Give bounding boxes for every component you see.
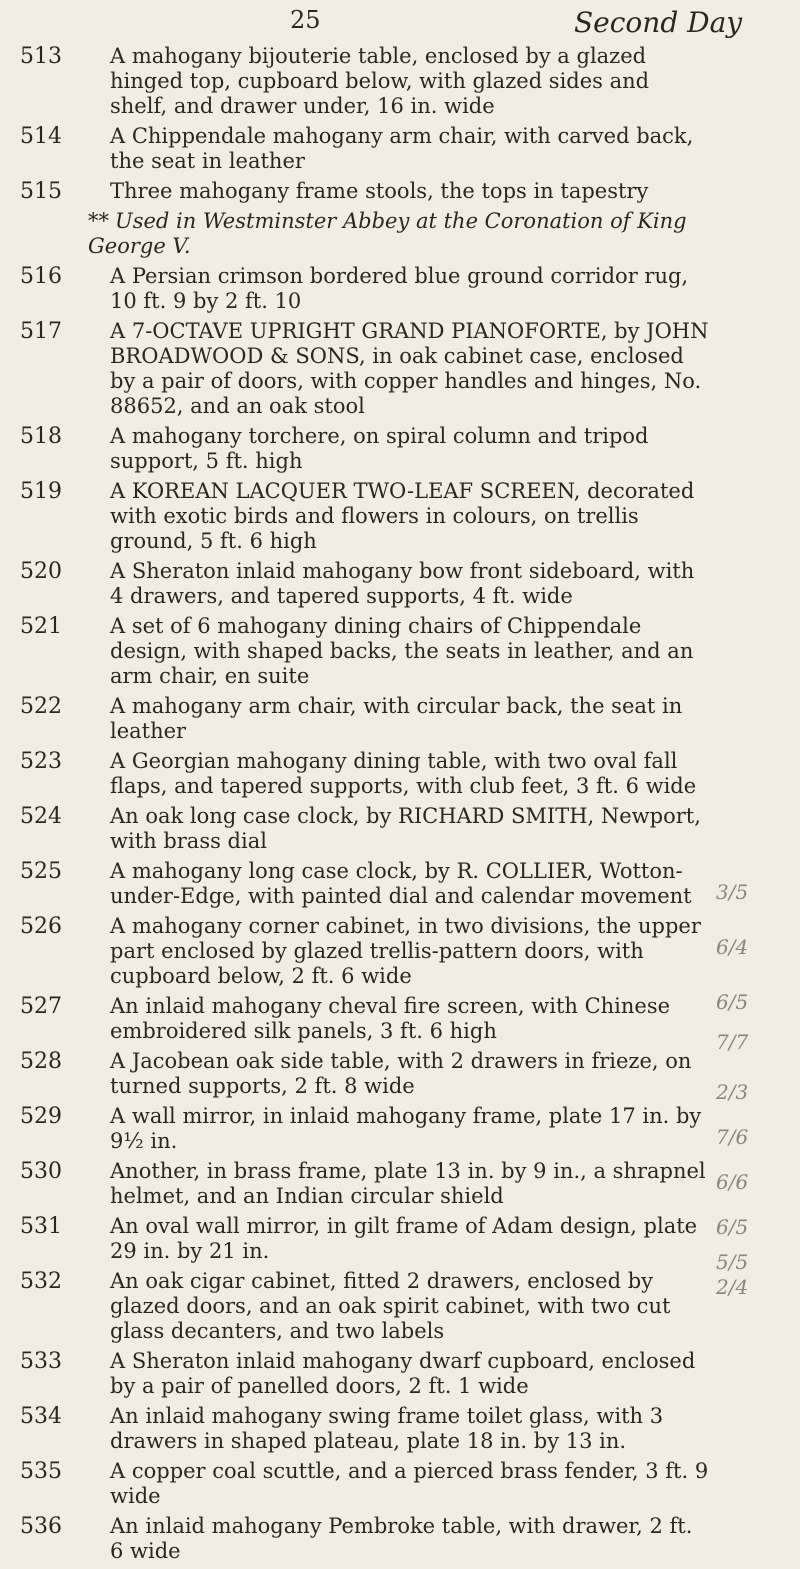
- lot-list: [0, 44, 800, 1569]
- lot-entry: [0, 264, 710, 314]
- lot-number: 514: [20, 124, 62, 149]
- lot-entry: [0, 859, 710, 909]
- lot-number: 533: [20, 1349, 62, 1374]
- footnote-text: Used in Westminster Abbey at the Coronation of King George V.: [88, 209, 687, 258]
- lot-entry: [0, 559, 710, 609]
- lot-number: 517: [20, 319, 62, 344]
- lot-description: A Georgian mahogany dining table, with two oval fall flaps, and tapered supports, with club feet, 3 ft. 6 wide: [110, 749, 697, 798]
- lot-description: A Sheraton inlaid mahogany dwarf cupboard, enclosed by a pair of panelled doors, 2 ft. 1 wide: [110, 1349, 696, 1398]
- lot-entry: [0, 1459, 710, 1509]
- margin-note: 5/5: [716, 1250, 749, 1274]
- page-header: [0, 6, 800, 42]
- lot-number: 513: [20, 44, 62, 69]
- lot-description: A Jacobean oak side table, with 2 drawers in frieze, on turned supports, 2 ft. 8 wide: [110, 1049, 692, 1098]
- lot-entry: [0, 994, 710, 1044]
- lot-number: 515: [20, 179, 62, 204]
- running-title: Second Day: [574, 6, 743, 39]
- lot-entry: [0, 44, 710, 119]
- margin-note: 6/5: [716, 990, 749, 1014]
- lot-entry: [0, 1104, 710, 1154]
- lot-number: 527: [20, 994, 62, 1019]
- margin-note: 3/5: [716, 880, 749, 904]
- lot-number: 530: [20, 1159, 62, 1184]
- lot-entry: [0, 694, 710, 744]
- footnote: [0, 209, 728, 259]
- lot-entry: [0, 1049, 710, 1099]
- lot-entry: [0, 614, 710, 689]
- lot-description: A copper coal scuttle, and a pierced brass fender, 3 ft. 9 wide: [110, 1459, 709, 1508]
- lot-description: A mahogany long case clock, by R. COLLIER, Wotton-under-Edge, with painted dial and calendar movement: [110, 859, 692, 908]
- lot-entry: [0, 1214, 710, 1264]
- lot-entry: [0, 1514, 710, 1564]
- lot-description: A Sheraton inlaid mahogany bow front sideboard, with 4 drawers, and tapered supports, 4 ft. wide: [110, 559, 695, 608]
- lot-number: 531: [20, 1214, 62, 1239]
- lot-description: An inlaid mahogany Pembroke table, with drawer, 2 ft. 6 wide: [110, 1514, 693, 1563]
- lot-number: 518: [20, 424, 62, 449]
- lot-number: 524: [20, 804, 62, 829]
- lot-description: Another, in brass frame, plate 13 in. by 9 in., a shrapnel helmet, and an Indian circular shield: [110, 1159, 706, 1208]
- margin-note: 6/6: [716, 1170, 749, 1194]
- lot-number: 535: [20, 1459, 62, 1484]
- lot-entry: [0, 1269, 710, 1344]
- lot-description: A wall mirror, in inlaid mahogany frame, plate 17 in. by 9½ in.: [110, 1104, 702, 1153]
- lot-number: 529: [20, 1104, 62, 1129]
- footnote-marker: **: [88, 209, 109, 233]
- lot-description: A mahogany corner cabinet, in two divisions, the upper part enclosed by glazed trellis-pattern doors, with cupboard below, 2 ft. 6 wide: [110, 914, 701, 988]
- margin-note: 6/4: [716, 935, 749, 959]
- lot-entry: [0, 424, 710, 474]
- lot-number: 528: [20, 1049, 62, 1074]
- lot-number: 532: [20, 1269, 62, 1294]
- margin-note: 2/3: [716, 1080, 749, 1104]
- lot-entry: [0, 179, 710, 204]
- margin-note: 7/7: [716, 1030, 749, 1054]
- lot-entry: [0, 124, 710, 174]
- lot-number: 520: [20, 559, 62, 584]
- lot-entry: [0, 804, 710, 854]
- page-number: 25: [290, 6, 321, 34]
- lot-number: 526: [20, 914, 62, 939]
- lot-entry: [0, 1404, 710, 1454]
- lot-number: 525: [20, 859, 62, 884]
- lot-description: An inlaid mahogany swing frame toilet glass, with 3 drawers in shaped plateau, plate 18 in. by 13 in.: [110, 1404, 664, 1453]
- lot-description: A Chippendale mahogany arm chair, with carved back, the seat in leather: [110, 124, 694, 173]
- lot-number: 519: [20, 479, 62, 504]
- lot-number: 536: [20, 1514, 62, 1539]
- lot-entry: [0, 319, 710, 419]
- lot-description: An oak long case clock, by RICHARD SMITH, Newport, with brass dial: [110, 804, 701, 853]
- lot-description: An inlaid mahogany cheval fire screen, with Chinese embroidered silk panels, 3 ft. 6 high: [110, 994, 671, 1043]
- margin-note: 2/4: [716, 1275, 749, 1299]
- lot-description: An oak cigar cabinet, fitted 2 drawers, enclosed by glazed doors, and an oak spirit cabinet, with two cut glass decanters, and two labels: [110, 1269, 671, 1343]
- lot-entry: [0, 914, 710, 989]
- lot-number: 522: [20, 694, 62, 719]
- lot-entry: [0, 749, 710, 799]
- lot-description: Three mahogany frame stools, the tops in tapestry: [110, 179, 649, 203]
- lot-description: A KOREAN LACQUER TWO-LEAF SCREEN, decorated with exotic birds and flowers in colours, on trellis ground, 5 ft. 6 high: [110, 479, 695, 553]
- lot-description: A mahogany torchere, on spiral column and tripod support, 5 ft. high: [110, 424, 649, 473]
- lot-number: 523: [20, 749, 62, 774]
- lot-description: A mahogany arm chair, with circular back, the seat in leather: [110, 694, 683, 743]
- lot-entry: [0, 1349, 710, 1399]
- lot-number: 521: [20, 614, 62, 639]
- lot-entry: [0, 479, 710, 554]
- lot-description: A Persian crimson bordered blue ground corridor rug, 10 ft. 9 by 2 ft. 10: [110, 264, 689, 313]
- margin-note: 6/5: [716, 1215, 749, 1239]
- lot-description: An oval wall mirror, in gilt frame of Adam design, plate 29 in. by 21 in.: [110, 1214, 698, 1263]
- margin-note: 7/6: [716, 1125, 749, 1149]
- lot-number: 534: [20, 1404, 62, 1429]
- lot-description: A 7-OCTAVE UPRIGHT GRAND PIANOFORTE, by JOHN BROADWOOD & SONS, in oak cabinet case, enclosed by a pair of doors, with copper handles and hinges, No. 88652, and an oak stool: [110, 319, 709, 418]
- lot-number: 516: [20, 264, 62, 289]
- lot-description: A set of 6 mahogany dining chairs of Chippendale design, with shaped backs, the seats in leather, and an arm chair, en suite: [110, 614, 694, 688]
- lot-description: A mahogany bijouterie table, enclosed by a glazed hinged top, cupboard below, with glazed sides and shelf, and drawer under, 16 in. wide: [110, 44, 650, 118]
- lot-entry: [0, 1159, 710, 1209]
